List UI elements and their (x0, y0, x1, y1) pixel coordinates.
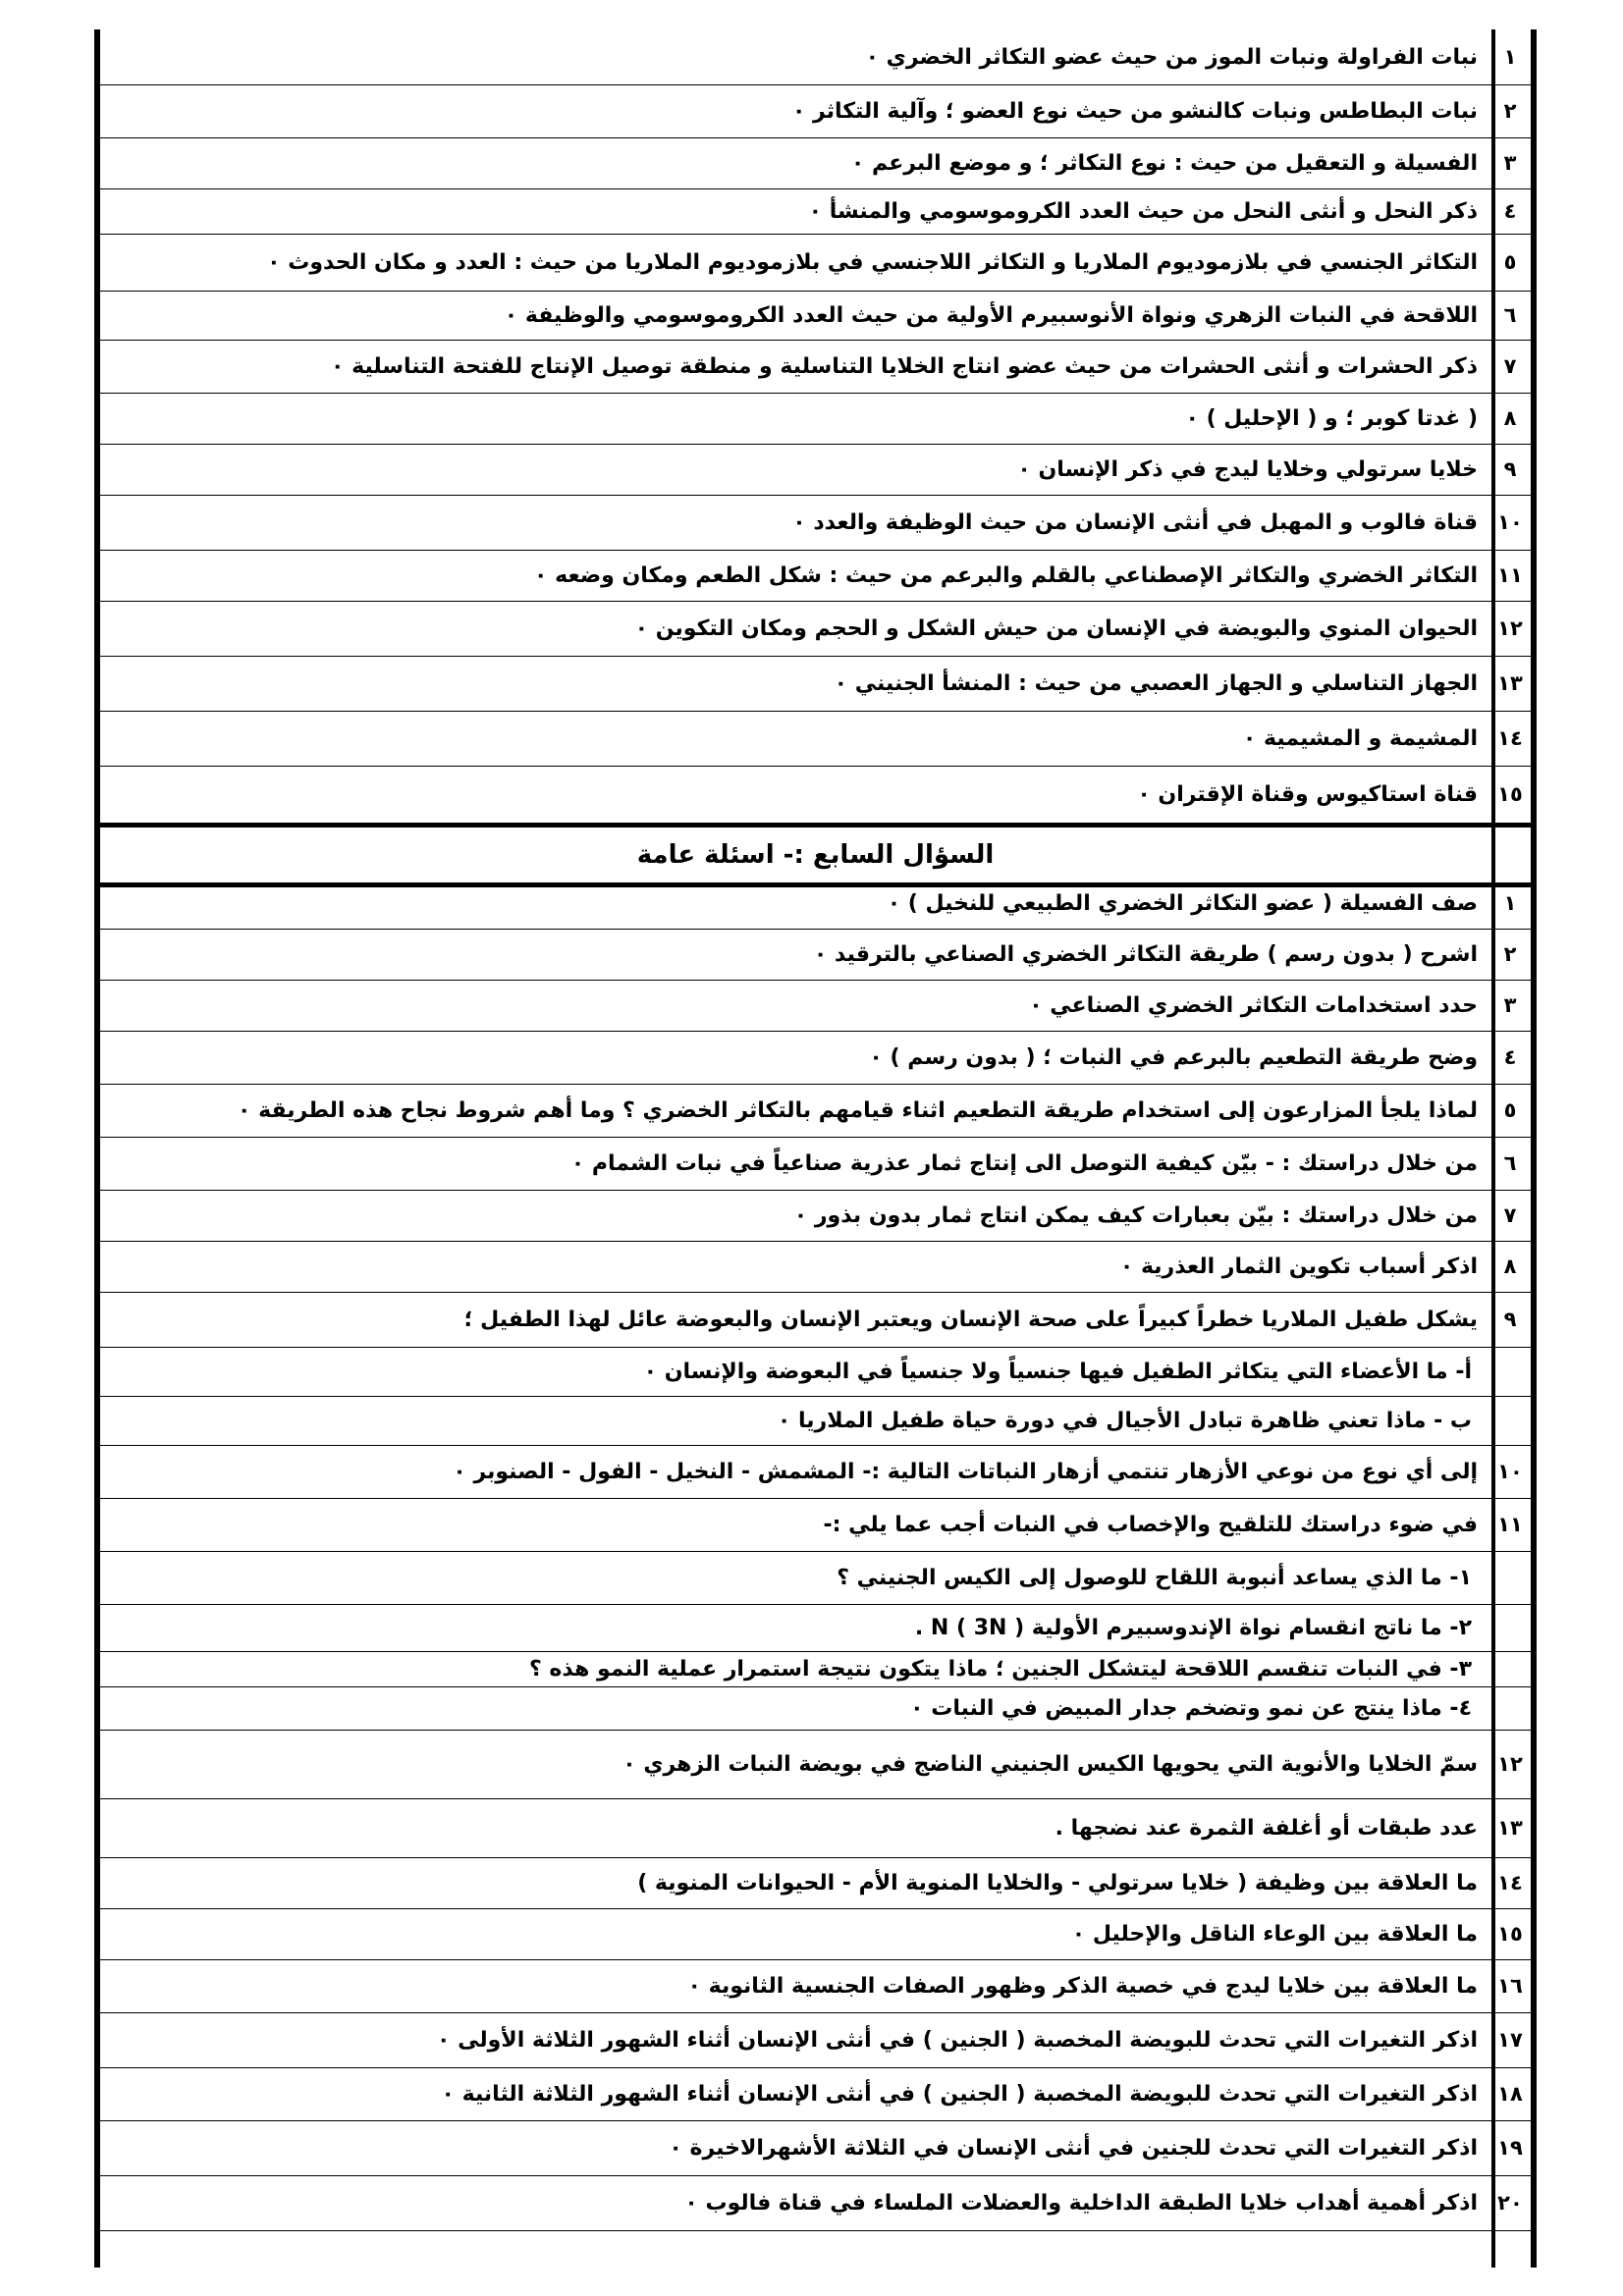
item-text: ( غدتا كوبر ؛ و ( الإحليل ) ٠ (1185, 405, 1478, 431)
item-text: اذكر التغيرات التي تحدث للبويضة المخصبة ( الجنين ) في أنثى الإنسان أثناء الشهور الثلاثة الثانية ٠ (441, 2081, 1478, 2107)
item-number: ٩ (1503, 457, 1517, 481)
item-text: يشكل طفيل الملاريا خطراً كبيراً على صحة الإنسان ويعتبر الإنسان والبعوضة عائل لهذا الطفيل ؛ (463, 1307, 1478, 1332)
list-item (100, 291, 1531, 341)
item-number: ٣ (1503, 151, 1517, 175)
item-text: لماذا يلجأ المزارعون إلى استخدام طريقة التطعيم اثناء قيامهم بالتكاثر الخضري ؟ وما أهم شروط نجاح هذه الطريقة ٠ (238, 1097, 1478, 1123)
item-text: ب - ماذا تعني ظاهرة تبادل الأجيال في دورة حياة طفيل الملاريا ٠ (777, 1408, 1472, 1433)
item-number: ١٣ (1497, 1816, 1523, 1840)
list-item (100, 980, 1531, 1032)
item-text: اللاقحة في النبات الزهري ونواة الأنوسبيرم الأولية من حيث العدد الكروموسومي والوظيفة ٠ (504, 302, 1478, 328)
item-text: ٤- ماذا ينتج عن نمو وتضخم جدار المبيض في النبات ٠ (910, 1695, 1472, 1721)
list-item (100, 2175, 1531, 2231)
item-text: ذكر الحشرات و أنثى الحشرات من حيث عضو انتاج الخلايا التناسلية و منطقة توصيل الإنتاج للفتحة التناسلية ٠ (331, 353, 1478, 379)
item-number: ١١ (1497, 563, 1523, 587)
item-number (1489, 1396, 1531, 1445)
item-number: ٤ (1503, 1045, 1517, 1069)
item-text: صف الفسيلة ( عضو التكاثر الخضري الطبيعي للنخيل ) ٠ (887, 890, 1478, 916)
list-item (100, 137, 1531, 189)
item-text: التكاثر الجنسي في بلازموديوم الملاريا و التكاثر اللاجنسي في بلازموديوم الملاريا من حيث : العدد و مكان الحدوث ٠ (267, 249, 1478, 275)
item-number: ١٤ (1497, 726, 1523, 750)
item-number: ٢ (1503, 99, 1517, 123)
item-text: إلى أي نوع من نوعي الأزهار تنتمي أزهار النباتات التالية :- المشمش - النخيل - الفول - الصنوبر ٠ (453, 1459, 1478, 1484)
list-item (100, 188, 1531, 235)
list-item (100, 495, 1531, 551)
item-number: ٧ (1503, 354, 1517, 378)
item-number: ٩ (1503, 1308, 1517, 1331)
item-number: ١١ (1497, 1513, 1523, 1536)
item-number: ١٩ (1497, 2136, 1523, 2160)
item-number: ٥ (1503, 250, 1517, 274)
list-item (100, 84, 1531, 138)
sub-item (100, 1686, 1531, 1731)
list-item (100, 766, 1531, 823)
item-text: قناة استاكيوس وقناة الإقتران ٠ (1137, 781, 1478, 807)
list-item (100, 29, 1531, 85)
item-text: ٣- في النبات تنقسم اللاقحة ليتشكل الجنين ؛ ماذا يتكون نتيجة استمرار عملية النمو هذه ؟ (529, 1656, 1472, 1682)
list-item (100, 878, 1531, 930)
list-item (100, 711, 1531, 767)
list-item (100, 1031, 1531, 1085)
item-text: حدد استخدامات التكاثر الخضري الصناعي ٠ (1029, 992, 1478, 1018)
list-item (100, 1084, 1531, 1138)
item-text: اذكر التغيرات التي تحدث للبويضة المخصبة ( الجنين ) في أنثى الإنسان أثناء الشهور الثلاثة الأولى ٠ (437, 2027, 1478, 2053)
item-text: الحيوان المنوي والبويضة في الإنسان من حيش الشكل و الحجم ومكان التكوين ٠ (634, 615, 1478, 641)
list-item (100, 393, 1531, 445)
list-item (100, 1498, 1531, 1552)
list-item (100, 1857, 1531, 1909)
list-item (100, 444, 1531, 496)
item-text: ما العلاقة بين الوعاء الناقل والإحليل ٠ (1071, 1921, 1478, 1947)
item-number: ١٠ (1497, 510, 1523, 534)
item-number: ٢٠ (1497, 2191, 1523, 2215)
item-number: ٤ (1503, 199, 1517, 223)
item-text: اشرح ( بدون رسم ) طريقة التكاثر الخضري الصناعي بالترقيد ٠ (813, 941, 1478, 967)
item-text: في ضوء دراستك للتلقيح والإخصاب في النبات أجب عما يلي :- (823, 1512, 1478, 1537)
item-number: ١٢ (1497, 616, 1523, 640)
item-number: ٧ (1503, 1203, 1517, 1227)
list-item (100, 2120, 1531, 2176)
right-border (1531, 29, 1537, 2268)
item-number: ٦ (1503, 1151, 1517, 1175)
item-text: ذكر النحل و أنثى النحل من حيث العدد الكروموسومي والمنشأ ٠ (808, 198, 1478, 224)
list-item (100, 1241, 1531, 1293)
list-item (100, 1445, 1531, 1499)
item-text: اذكر أسباب تكوين الثمار العذرية ٠ (1119, 1254, 1478, 1279)
list-item (100, 1292, 1531, 1348)
list-item (100, 1959, 1531, 2013)
item-text: المشيمة و المشيمية ٠ (1242, 725, 1478, 751)
item-text: سمّ الخلايا والأنوية التي يحويها الكيس الجنيني الناضج في بويضة النبات الزهري ٠ (622, 1751, 1478, 1777)
list-item (100, 1798, 1531, 1858)
item-text: اذكر أهمية أهداب خلايا الطبقة الداخلية والعضلات الملساء في قناة فالوب ٠ (684, 2190, 1478, 2216)
item-number: ١٨ (1497, 2082, 1523, 2106)
item-number: ١٦ (1497, 1974, 1523, 1998)
item-text: قناة فالوب و المهبل في أنثى الإنسان من حيث الوظيفة والعدد ٠ (792, 509, 1478, 535)
item-text: ما العلاقة بين خلايا ليدج في خصية الذكر وظهور الصفات الجنسية الثانوية ٠ (687, 1973, 1478, 1999)
sub-item (100, 1604, 1531, 1652)
item-number: ٦ (1503, 303, 1517, 327)
item-text: نبات الفراولة ونبات الموز من حيث عضو التكاثر الخضري ٠ (865, 44, 1478, 70)
list-item (100, 234, 1531, 292)
list-item (100, 1137, 1531, 1191)
item-text: الجهاز التناسلي و الجهاز العصبي من حيث : المنشأ الجنيني ٠ (834, 670, 1478, 696)
item-number: ٥ (1503, 1098, 1517, 1122)
item-number: ١٠ (1497, 1460, 1523, 1483)
item-text: من خلال دراستك : - بيّن كيفية التوصل الى إنتاج ثمار عذرية صناعياً في نبات الشمام ٠ (570, 1150, 1478, 1176)
sub-item (100, 1347, 1531, 1397)
list-item (100, 1190, 1531, 1242)
item-number (1489, 1347, 1531, 1396)
list-item (100, 2012, 1531, 2068)
sub-item (100, 1551, 1531, 1605)
item-text: نبات البطاطس ونبات كالنشو من حيث نوع العضو ؛ وآلية التكاثر ٠ (791, 98, 1478, 124)
list-item (100, 340, 1531, 394)
list-item (100, 929, 1531, 981)
item-text: اذكر التغيرات التي تحدث للجنين في أنثى الإنسان في الثلاثة الأشهرالاخيرة ٠ (669, 2135, 1478, 2161)
item-number (1489, 1651, 1531, 1686)
item-number: ٨ (1503, 406, 1517, 430)
item-number: ١ (1503, 45, 1517, 69)
sub-item (100, 1651, 1531, 1687)
item-text: من خلال دراستك : بيّن بعبارات كيف يمكن انتاج ثمار بدون بذور ٠ (793, 1202, 1478, 1228)
item-text: ١- ما الذي يساعد أنبوبة اللقاح للوصول إلى الكيس الجنيني ؟ (837, 1565, 1472, 1590)
item-text: ٢- ما ناتج انقسام نواة الإندوسبيرم الأولية ( 3N ) N . (914, 1615, 1472, 1640)
item-text: عدد طبقات أو أغلفة الثمرة عند نضجها . (1055, 1815, 1478, 1841)
item-number: ٢ (1503, 942, 1517, 966)
item-text: خلايا سرتولي وخلايا ليدج في ذكر الإنسان ٠ (1017, 456, 1478, 482)
item-number: ١ (1503, 891, 1517, 915)
item-number: ١٥ (1497, 782, 1523, 806)
item-number: ١٧ (1497, 2028, 1523, 2052)
list-item (100, 2067, 1531, 2121)
item-text: وضح طريقة التطعيم بالبرعم في النبات ؛ ( بدون رسم ) ٠ (869, 1044, 1478, 1070)
question-sheet (94, 29, 1537, 2268)
item-number: ٨ (1503, 1255, 1517, 1278)
item-text: التكاثر الخضري والتكاثر الإصطناعي بالقلم والبرعم من حيث : شكل الطعم ومكان وضعه ٠ (534, 562, 1478, 588)
item-number: ٣ (1503, 993, 1517, 1017)
item-number (1489, 1686, 1531, 1730)
item-text: ما العلاقة بين وظيفة ( خلايا سرتولي - والخلايا المنوية الأم - الحيوانات المنوية ) (637, 1870, 1478, 1896)
item-text: الفسيلة و التعقيل من حيث : نوع التكاثر ؛ و موضع البرعم ٠ (850, 150, 1478, 176)
item-number (1489, 1604, 1531, 1651)
list-item (100, 656, 1531, 712)
list-item (100, 1730, 1531, 1799)
item-number: ١٤ (1497, 1871, 1523, 1895)
sub-item (100, 1396, 1531, 1446)
list-item (100, 1908, 1531, 1960)
item-number: ١٥ (1497, 1922, 1523, 1946)
item-number: ١٢ (1497, 1752, 1523, 1776)
item-number (1489, 1551, 1531, 1604)
item-text: أ- ما الأعضاء التي يتكاثر الطفيل فيها جنسياً ولا جنسياً في البعوضة والإنسان ٠ (643, 1359, 1472, 1384)
list-item (100, 601, 1531, 657)
item-number: ١٣ (1497, 671, 1523, 695)
section-title: السؤال السابع :- اسئلة عامة (100, 823, 1531, 887)
list-item (100, 550, 1531, 602)
